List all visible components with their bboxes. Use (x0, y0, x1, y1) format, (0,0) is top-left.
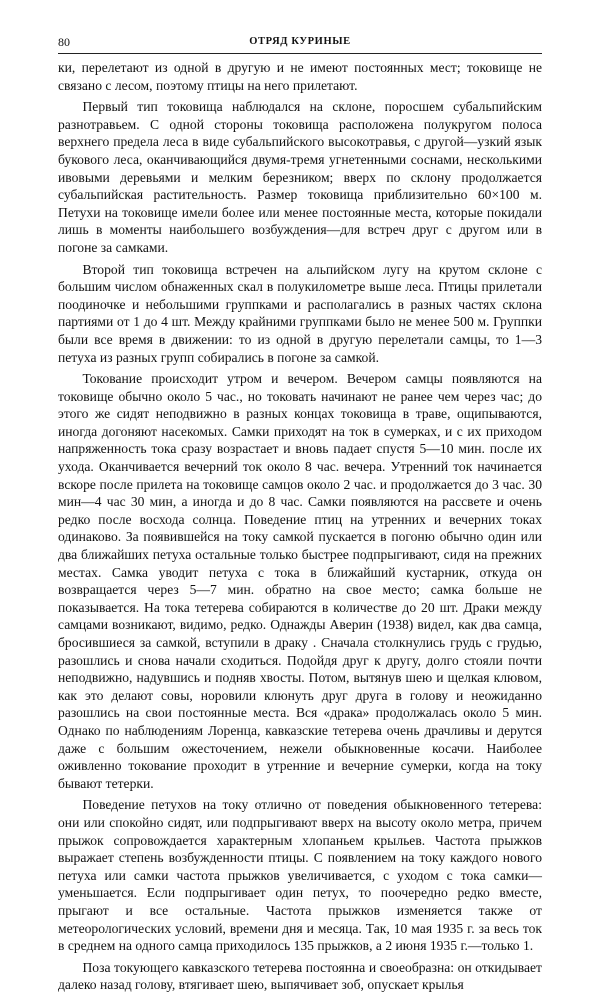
paragraph-male-behavior: Поведение петухов на току отлично от поведения обыкновенного тетерева: они или спокойно сидят, или подпрыгивают вверх на высоту около метра, причем прыжок сопровождается характерным хлопаньем крыльев. Частота прыжков выражает степень возбужденности птицы. С появлением на току каждого нового петуха или самки частота прыжков увеличивается, с уходом с тока самки—уменьшается. Если подпрыгивает один петух, то поочередно редко вместе, прыгают и все остальные. Частота прыжков изменяется также от метеорологических условий, времени дня и месяца. Так, 10 мая 1935 г. за весь ток в среднем на одного самца приходилось 135 прыжков, а 2 июня 1935 г.—только 1. (58, 797, 542, 954)
paragraph-first-lek-type: Первый тип токовища наблюдался на склоне, поросшем субальпийским разнотравьем. С одной стороны токовища расположена полукругом полоса верхнего предела леса в виде субальпийского высокотравья, с другой—узкий язык букового леса, оканчивающийся двумя-тремя угнетенными соснами, несколькими ивовыми деревьями и мелким березником; вверх по склону продолжается субальпийская растительность. Размер токовища приблизительно 60×100 м. Петухи на токовище имели более или менее постоянные места, которые покидали лишь в моменты наибольшего возбуждения—для встреч друг с другом или в погоне за самками. (58, 99, 542, 255)
body-text (58, 59, 542, 994)
page-header (58, 34, 542, 50)
paragraph-second-lek-type: Второй тип токовища встречен на альпийском лугу на крутом склоне с большим числом обнаженных скал в полукилометре выше леса. Птицы прилетали поодиночке и небольшими группками и располагались в разных частях склона партиями от 1 до 4 шт. Между крайними группками было не менее 500 м. Группки были все время в движении: то из одной в другую перелетали самцы, то 1—3 петуха из разных групп собирались в погоне за самкой. (58, 261, 542, 365)
paragraph-continued: ки, перелетают из одной в другую и не имеют постоянных мест; токовище не связано с лесом, поэтому птицы на него прилетают. (58, 60, 542, 93)
paragraph-display-pose: Поза токующего кавказского тетерева постоянна и своеобразна: он откидывает далеко назад голову, втягивает шею, выпячивает зоб, опускает крылья (58, 959, 542, 993)
header-rule (58, 53, 542, 54)
page-number: 80 (58, 35, 70, 49)
running-title: ОТРЯД КУРИНЫЕ (249, 36, 351, 47)
paragraph-lekking-time: Токование происходит утром и вечером. Вечером самцы появляются на токовище обычно около 5 час., но токовать начинают не ранее чем через час; до этого же сидят неподвижно в разных концах токовища в траве, ощипываются, иногда догоняют насекомых. Самки приходят на ток в сумерках, и с их приходом напряженность тока сразу возрастает и вновь падает спустя 5—10 мин. после их ухода. Оканчивается вечерний ток около 8 час. вечера. Утренний ток начинается вскоре после прилета на токовище самцов около 2 час. и продолжается до 3 час. 30 мин—4 час 30 мин, а иногда и до 8 час. Самки появляются на рассвете и очень редко после восхода солнца. Поведение птиц на утренних и вечерних токах одинаково. За появившейся на току самкой пускается в погоню обычно один или два ближайших петуха остальные только быстрее подпрыгивают, сидя на прежних местах. Самка уводит петуха с тока в ближайший кустарник, откуда он возвращается через 5—7 мин. обратно на свое место; самка больше не показывается. На тока тетерева собираются в количестве до 20 шт. Драки между самцами возникают, видимо, редко. Однажды Аверин (1938) видел, как два самца, бросившиеся за самкой, вступили в драку . Сначала столкнулись грудь с грудью, разошлись и снова начали сходиться. Подойдя друг к другу, долго стояли почти неподвижно, надувшись и подняв хвосты. Потом, вытянув шею и щелкая клювом, как это делают совы, норовили клюнуть друг друга в голову и неожиданно разошлись на свои постоянные места. Вся «драка» продолжалась около 5 мин. Однако по наблюдениям Лоренца, кавказские тетерева очень драчливы и дерутся даже с большим ожесточением, нежели обыкновенные косачи. Наиболее оживленно токование проходит в утренние и вечерние сумерки, когда на току бывают тетерки. (58, 371, 542, 791)
